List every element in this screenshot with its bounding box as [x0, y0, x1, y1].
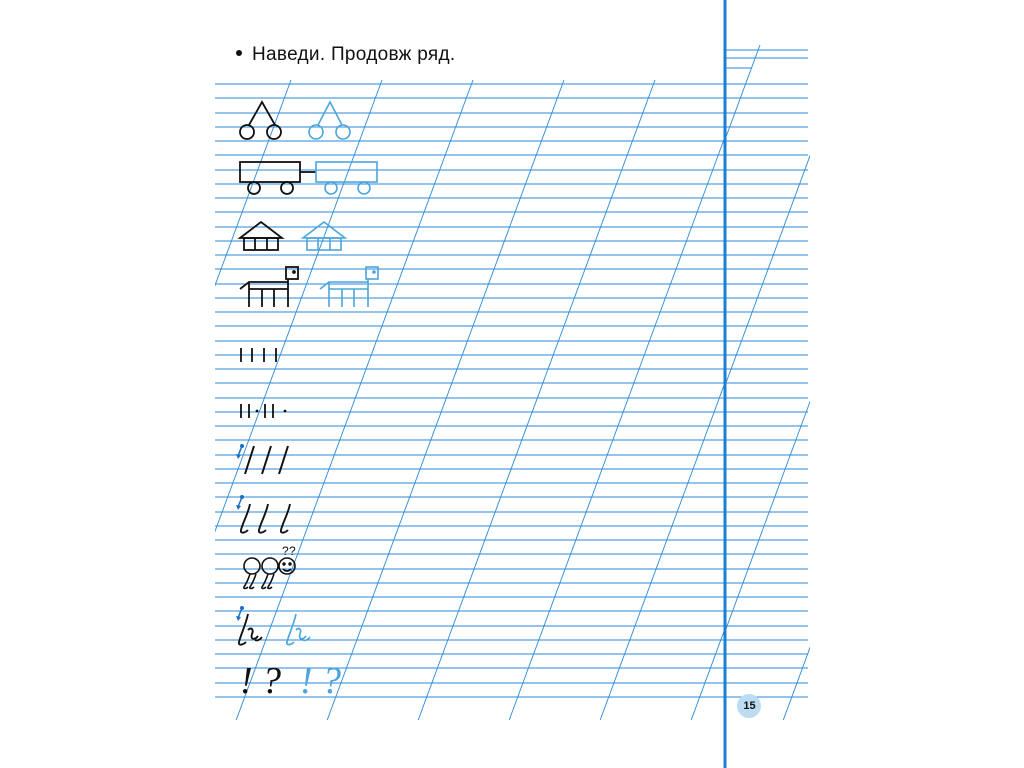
- slant-line: [0, 80, 200, 720]
- horse-figure-sample: [240, 267, 298, 307]
- slant-guide-lines: [0, 80, 928, 720]
- stick-dot-row: [241, 404, 286, 418]
- exclamation-trace: !: [300, 660, 313, 702]
- antenna-right: ?: [289, 544, 296, 558]
- punctuation-sample: [240, 660, 281, 702]
- slant-line: [783, 45, 1024, 720]
- cursive-l-row: [241, 504, 290, 533]
- exclamation-sample: !: [240, 660, 253, 702]
- slant-line: [691, 80, 928, 720]
- caterpillar-antennae: [282, 544, 296, 558]
- instruction-text: Наведи. Продовж ряд.: [252, 44, 456, 65]
- triangle-figure-trace: [309, 102, 350, 139]
- antenna-left: ?: [282, 544, 289, 558]
- slant-line: [509, 80, 746, 720]
- triangle-figure-sample: [240, 102, 281, 139]
- ruled-lines: [215, 50, 808, 697]
- slant-line: [236, 80, 473, 720]
- question-trace: ?: [322, 660, 341, 702]
- horse-figure-trace: [320, 267, 378, 307]
- question-sample: ?: [262, 660, 281, 702]
- slant-line: [600, 80, 837, 720]
- house-figure-sample: [240, 222, 282, 250]
- slant-stroke-row: [245, 446, 288, 474]
- bullet-icon: [236, 50, 242, 56]
- slant-line: [145, 80, 382, 720]
- stroke-direction-arrow: [236, 606, 244, 621]
- wagon-figure-sample: [240, 162, 316, 194]
- slant-line: [327, 80, 564, 720]
- wagon-figure-trace: [316, 162, 377, 194]
- caterpillar-figure: [244, 558, 295, 589]
- punctuation-trace: [300, 660, 341, 702]
- page-number: 15: [743, 700, 756, 712]
- instruction-heading: [236, 44, 455, 66]
- slant-line: [418, 80, 655, 720]
- slant-line: [54, 80, 291, 720]
